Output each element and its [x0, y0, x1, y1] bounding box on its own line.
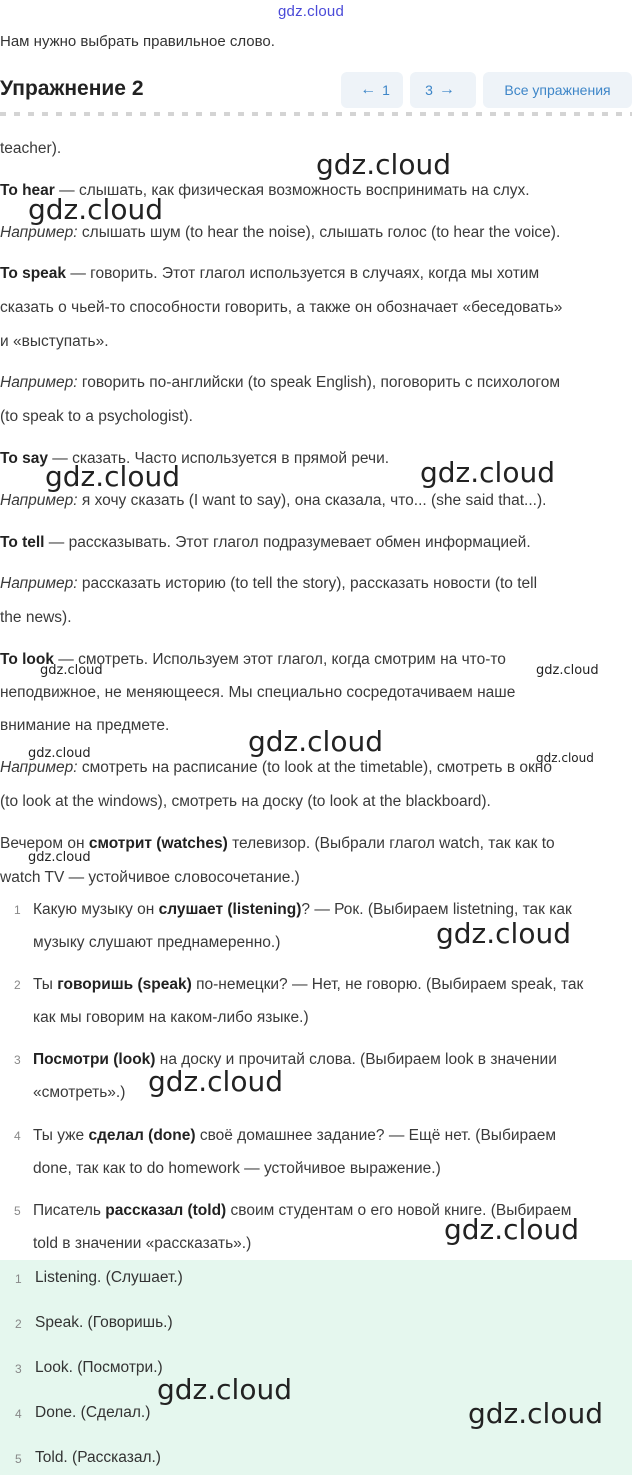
hear-def: — слышать, как физическая возможность воспринимать на слух. [54, 182, 530, 199]
example-label: Например: [0, 224, 78, 241]
watermark: gdz.cloud [444, 1213, 579, 1246]
speak-term: To speak [0, 265, 67, 282]
answer-number: 3 [15, 1362, 22, 1376]
example-zero-answer: смотрит (watches) [88, 835, 228, 852]
theory-tell [0, 526, 632, 560]
answer-item: Speak. (Говоришь.) [35, 1314, 173, 1331]
theory-tell-example-1 [0, 567, 632, 601]
item-answer: слушает (listening) [158, 901, 302, 918]
watermark: gdz.cloud [420, 456, 555, 489]
answer-number: 4 [15, 1407, 22, 1421]
exercise-title: Упражнение 2 [0, 77, 144, 100]
theory-speak-2: сказать о чьей-то способности говорить, а также он обозначает «беседовать» [0, 299, 563, 316]
watermark: gdz.cloud [536, 663, 599, 678]
theory-teacher-tail: teacher). [0, 140, 62, 157]
watermark: gdz.cloud [436, 917, 571, 950]
theory-look-2: неподвижное, не меняющееся. Мы специально сосредотачиваем наше [0, 684, 516, 701]
theory-speak-example-1 [0, 366, 632, 400]
example-label: Например: [0, 374, 78, 391]
watermark: gdz.cloud [28, 746, 91, 761]
arrow-left-icon: ← [360, 81, 377, 98]
say-example: я хочу сказать (I want to say), она сказала, что... (she said that...). [77, 492, 547, 509]
example-zero-a: Вечером он [0, 835, 89, 852]
theory-look-3: внимание на предмете. [0, 717, 170, 734]
tell-example-1: рассказать историю (to tell the story), рассказать новости (to tell [77, 575, 538, 592]
item-text-a: Какую музыку он [33, 901, 159, 918]
answer-number: 1 [15, 1272, 22, 1286]
say-def: — сказать. Часто используется в прямой речи. [47, 450, 390, 467]
watermark: gdz.cloud [536, 751, 594, 765]
answer-item: Look. (Посмотри.) [35, 1359, 163, 1376]
answer-item: Listening. (Слушает.) [35, 1269, 183, 1286]
example-label: Например: [0, 575, 78, 592]
next-exercise-button[interactable] [410, 72, 476, 108]
prev-exercise-button[interactable] [341, 72, 403, 108]
answer-number: 5 [15, 1452, 22, 1466]
arrow-right-icon: → [438, 81, 455, 98]
watermark: gdz.cloud [316, 148, 451, 181]
example-zero-2: watch TV — устойчивое словосочетание.) [0, 869, 300, 886]
theory-look-example-2: (to look at the windows), смотреть на доску (to look at the blackboard). [0, 793, 491, 810]
item-number: 3 [14, 1053, 21, 1067]
hear-term: To hear [0, 182, 55, 199]
item-text-a: Ты уже [33, 1127, 89, 1144]
all-exercises-label: Все упражнения [504, 82, 611, 98]
tell-term: To tell [0, 534, 45, 551]
answers-panel [0, 1260, 632, 1475]
look-example-1: смотреть на расписание (to look at the timetable), смотреть в окно [77, 759, 552, 776]
watermark: gdz.cloud [148, 1065, 283, 1098]
item-line-2: «смотреть».) [33, 1084, 126, 1101]
item-text-a: Ты [33, 976, 58, 993]
example-zero-1 [0, 827, 632, 861]
look-def-1: — смотреть. Используем этот глагол, когда смотрим на что-то [53, 651, 506, 668]
theory-speak-3: и «выступать». [0, 333, 109, 350]
answer-item: Done. (Сделал.) [35, 1404, 151, 1421]
watermark: gdz.cloud [28, 850, 91, 865]
item-number: 1 [14, 903, 21, 917]
theory-tell-example-2: the news). [0, 609, 72, 626]
item-line-2: как мы говорим на каком-либо языке.) [33, 1009, 309, 1026]
item-line-1 [33, 968, 629, 1002]
item-number: 2 [14, 978, 21, 992]
item-answer: сделал (done) [88, 1127, 196, 1144]
theory-speak-example-2: (to speak to a psychologist). [0, 408, 193, 425]
intro-text: Нам нужно выбрать правильное слово. [0, 33, 275, 50]
item-number: 4 [14, 1129, 21, 1143]
theory-speak-1 [0, 257, 632, 291]
example-label: Например: [0, 492, 78, 509]
item-line-2: музыку слушают преднамеренно.) [33, 934, 281, 951]
watermark-top: gdz.cloud [278, 3, 345, 20]
watermark: gdz.cloud [28, 193, 163, 226]
item-line-2: done, так как to do homework — устойчивое выражение.) [33, 1160, 441, 1177]
watermark: gdz.cloud [45, 460, 180, 493]
answer-number: 2 [15, 1317, 22, 1331]
watermark: gdz.cloud [248, 725, 383, 758]
item-text-c: на доску и прочитай слова. (Выбираем look в значении [155, 1051, 557, 1068]
item-text-a: Писатель [33, 1202, 106, 1219]
example-label: Например: [0, 759, 78, 776]
tell-def: — рассказывать. Этот глагол подразумевает обмен информацией. [44, 534, 531, 551]
watermark: gdz.cloud [468, 1397, 603, 1430]
item-line-1 [33, 1119, 629, 1153]
speak-example-1: говорить по-английски (to speak English), поговорить с психологом [77, 374, 561, 391]
item-line-2: told в значении «рассказать».) [33, 1235, 252, 1252]
item-number: 5 [14, 1204, 21, 1218]
look-term: To look [0, 651, 54, 668]
answer-item: Told. (Рассказал.) [35, 1449, 161, 1466]
item-line-1 [33, 1043, 629, 1077]
item-answer: Посмотри (look) [33, 1051, 156, 1068]
all-exercises-button[interactable] [483, 72, 632, 108]
item-text-c: своим студентам о его новой книге. (Выбираем [226, 1202, 572, 1219]
prev-exercise-label: 1 [382, 82, 390, 98]
item-answer: говоришь (speak) [57, 976, 192, 993]
next-exercise-label: 3 [425, 82, 433, 98]
item-text-c: ? — Рок. (Выбираем listetning, так как [301, 901, 572, 918]
speak-def-1: — говорить. Этот глагол используется в случаях, когда мы хотим [66, 265, 540, 282]
item-text-c: по-немецки? — Нет, не говорю. (Выбираем speak, так [191, 976, 584, 993]
cut-text-line [0, 108, 632, 116]
hear-example: слышать шум (to hear the noise), слышать голос (to hear the voice). [77, 224, 561, 241]
watermark: gdz.cloud [40, 663, 103, 678]
say-term: To say [0, 450, 48, 467]
example-zero-c: телевизор. (Выбрали глагол watch, так как to [227, 835, 555, 852]
watermark: gdz.cloud [157, 1373, 292, 1406]
item-answer: рассказал (told) [105, 1202, 227, 1219]
item-text-c: своё домашнее задание? — Ещё нет. (Выбираем [195, 1127, 556, 1144]
